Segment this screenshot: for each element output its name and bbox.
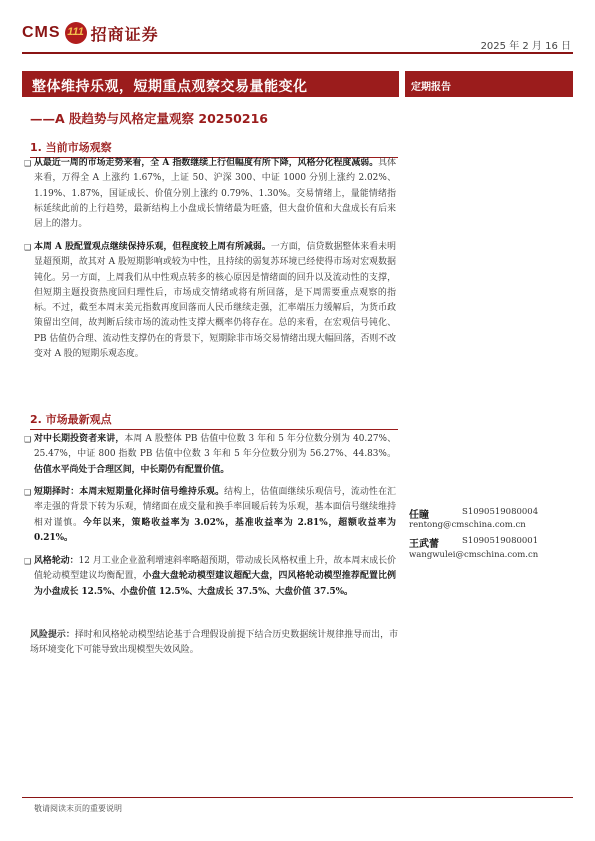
- bullet-text: 具体来看，万得全 A 上涨约 1.67%，上证 50、沪深 300、中证 1000 分别上涨约 2.02%、1.19%、1.87%，国证成长、价值分别上涨约 0.79%、1.30%。交易情绪上，量能情绪指标延续此前的上行趋势，最新结构上小盘成长情绪最为旺盛，但大盘价值和大盘成长有后来居上的潜力。: [34, 158, 397, 230]
- bullet-paragraph: [24, 156, 397, 232]
- author-email[interactable]: wangwulei@cmschina.com.cn: [409, 550, 539, 560]
- risk-warning: [30, 628, 398, 659]
- report-subtitle: ——A 股趋势与风格定量观察 20250216: [30, 111, 268, 126]
- section-heading-2: 2. 市场最新观点: [30, 411, 398, 430]
- bullet-lead: 本周 A 股配置观点继续保持乐观，但程度较上周有所减弱。: [34, 242, 271, 252]
- bullet-paragraph: [24, 432, 396, 478]
- report-title: 整体维持乐观，短期重点观察交易量能变化: [32, 79, 308, 95]
- bullet-paragraph: [24, 554, 396, 600]
- author-name: 任瞳: [409, 510, 429, 521]
- bullet-text: 本周 A 股整体 PB 估值中位数 3 年和 5 年分位数分别为 40.27%、25.47%，中证 800 指数 PB 估值中位数 3 年和 5 年分位数分别为 56.27%、44.83%。: [34, 434, 396, 460]
- report-date: 2025 年 2 月 16 日: [480, 41, 571, 52]
- logo-emblem-icon: [65, 22, 87, 44]
- bullet-paragraph: [24, 240, 396, 362]
- author-email[interactable]: rentong@cmschina.com.cn: [409, 520, 526, 530]
- risk-text: 择时和风格轮动模型结论基于合理假设前提下结合历史数据统计规律推导而出，市场环境变化下可能导致出现模型失效风险。: [30, 630, 398, 656]
- bullet-square-icon: ❑: [24, 488, 32, 497]
- bullet-text: 12 月工业企业盈利增速斜率略超预期，带动成长风格权重上升，故本周末成长价值轮动模型建议均衡配置，: [34, 556, 396, 582]
- bullet-text: 一方面，信贷数据整体来看未明显超预期，故其对 A 股短期影响或较为中性，且持续的弱复苏环境已经使得市场对宏观数据钝化。另一方面，上周我们从中性观点转多的核心原因是情绪面的回升以及流动性的支撑，但短期主题投资热度回归理性后，市场成交情绪或将有所回落，是下周需要重点观察的指标。不过，截至本周末美元指数再度回落而人民币继续走强，汇率端压力缓解后，为货币政策留出空间，故判断后续市场的流动性支撑大概率仍将存在。总的来看，在宏观信号钝化、PB 估值仍合理、流动性支撑仍在的背景下，短期除非市场交易情绪出现大幅回落，否则不改变对 A 股的短期乐观态度。: [34, 242, 396, 360]
- footer-disclaimer: 敬请阅读末页的重要说明: [34, 804, 122, 813]
- bullet-lead: 短期择时：本周末短期量化择时信号维持乐观。: [34, 487, 225, 497]
- footer-divider: [22, 797, 573, 798]
- bullet-paragraph: [24, 485, 397, 546]
- risk-label: 风险提示：: [30, 630, 75, 640]
- header-divider: [22, 52, 573, 54]
- bullet-square-icon: ❑: [24, 435, 32, 444]
- bullet-tail: 估值水平尚处于合理区间，中长期仍有配置价值。: [34, 464, 230, 475]
- author-name: 王武蕾: [409, 539, 439, 550]
- company-logo: [22, 22, 159, 44]
- bullet-tail: 小盘大盘轮动模型建议超配大盘，四风格轮动模型推荐配置比例为小盘成长 12.5%、小盘价值 12.5%、大盘成长 37.5%、大盘价值 37.5%。: [34, 571, 396, 597]
- bullet-lead: 对中长期投资者来讲，: [34, 434, 125, 444]
- section-heading-1: 1. 当前市场观察: [30, 139, 398, 158]
- bullet-square-icon: ❑: [24, 159, 32, 168]
- author-license-id: S1090519080004: [462, 507, 539, 517]
- bullet-lead: 风格轮动：: [34, 556, 79, 566]
- author-license-id: S1090519080001: [462, 536, 539, 546]
- logo-latin: CMS: [22, 24, 61, 41]
- bullet-lead: 从最近一周的市场走势来看，全 A 指数继续上行但幅度有所下降，风格分化程度减弱。: [34, 158, 379, 168]
- bullet-text: 结构上，估值面继续乐观信号，流动性在汇率走强的背景下转为乐观，情绪面在成交量和换手率回暖后转为乐观，基本面信号继续维持相对谨慎。: [34, 487, 397, 528]
- report-type: 定期报告: [411, 82, 451, 93]
- logo-chinese: 招商证券: [90, 24, 159, 44]
- bullet-square-icon: ❑: [24, 243, 32, 252]
- bullet-tail: 今年以来，策略收益率为 3.02%，基准收益率为 2.81%，超额收益率为 0.21%。: [34, 517, 396, 543]
- logo-mark-text: 111: [67, 26, 84, 38]
- bullet-square-icon: ❑: [24, 557, 32, 566]
